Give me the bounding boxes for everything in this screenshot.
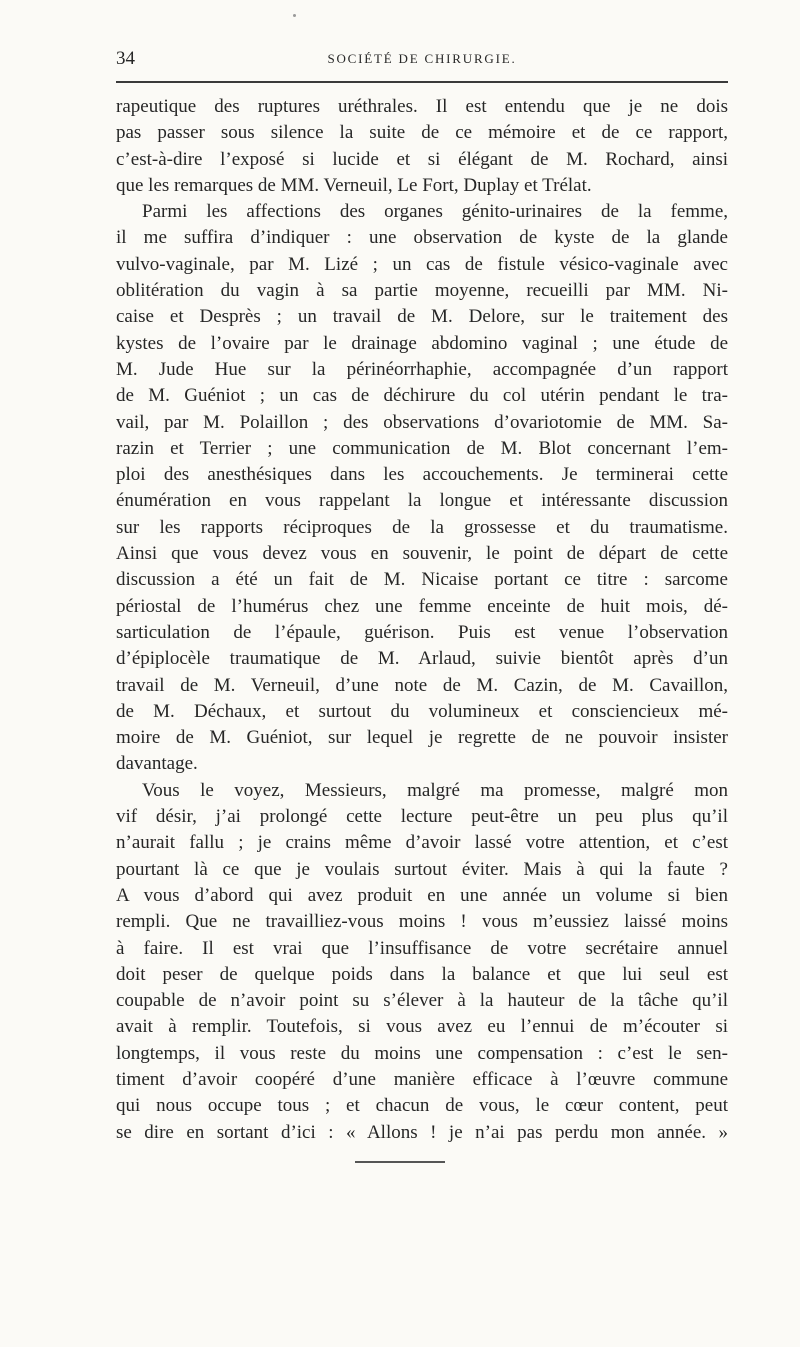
- text-line: doit peser de quelque poids dans la balance et que lui seul est: [116, 963, 728, 985]
- text-line: c’est-à-dire l’exposé si lucide et si élégant de M. Rochard, ainsi: [116, 148, 728, 170]
- text-line: A vous d’abord qui avez produit en une année un volume si bien: [116, 884, 728, 906]
- text-line: de M. Déchaux, et surtout du volumineux et consciencieux mé-: [116, 700, 728, 722]
- text-line: kystes de l’ovaire par le drainage abdomino vaginal ; une étude de: [116, 332, 728, 354]
- text-line: Ainsi que vous devez vous en souvenir, le point de départ de cette: [116, 543, 728, 565]
- running-head: SOCIÉTÉ DE CHIRURGIE.: [327, 51, 517, 66]
- text-line: moire de M. Guéniot, sur lequel je regrette de ne pouvoir insister: [116, 727, 728, 749]
- text-line: oblitération du vagin à sa partie moyenne, recueilli par MM. Ni-: [116, 280, 728, 302]
- text-line: sur les rapports réciproques de la grossesse et du traumatisme.: [116, 516, 728, 538]
- text-line: travail de M. Verneuil, d’une note de M. Cazin, de M. Cavaillon,: [116, 674, 728, 696]
- text-line: pas passer sous silence la suite de ce mémoire et de ce rapport,: [116, 122, 728, 144]
- text-line: vail, par M. Polaillon ; des observations d’ovariotomie de MM. Sa-: [116, 411, 728, 433]
- text-line: M. Jude Hue sur la périnéorrhaphie, accompagnée d’un rapport: [116, 358, 728, 380]
- text-line: longtemps, il vous reste du moins une compensation : c’est le sen-: [116, 1042, 728, 1064]
- text-line: rapeutique des ruptures uréthrales. Il est entendu que je ne dois: [116, 96, 728, 117]
- text-line: vif désir, j’ai prolongé cette lecture peut-être un peu plus qu’il: [116, 806, 728, 828]
- text-line: avait à remplir. Toutefois, si vous avez eu l’ennui de m’écouter si: [116, 1016, 728, 1038]
- text-line: rempli. Que ne travailliez-vous moins ! vous m’eussiez laissé moins: [116, 911, 728, 933]
- text-line: se dire en sortant d’ici : « Allons ! je n’ai pas perdu mon année. »: [116, 1121, 728, 1143]
- text-line: Vous le voyez, Messieurs, malgré ma promesse, malgré mon: [142, 779, 728, 801]
- text-line: il me suffira d’indiquer : une observation de kyste de la glande: [116, 227, 728, 249]
- header-rule: [116, 81, 728, 83]
- text-line: coupable de n’avoir point su s’élever à la hauteur de la tâche qu’il: [116, 990, 728, 1012]
- text-line: razin et Terrier ; une communication de M. Blot concernant l’em-: [116, 437, 728, 459]
- text-line: périostal de l’humérus chez une femme enceinte de huit mois, dé-: [116, 595, 728, 617]
- text-line: que les remarques de MM. Verneuil, Le Fort, Duplay et Trélat.: [116, 174, 592, 196]
- text-line: caise et Desprès ; un travail de M. Delore, sur le traitement des: [116, 306, 728, 328]
- text-line: sarticulation de l’épaule, guérison. Puis est venue l’observation: [116, 621, 728, 643]
- text-line: n’aurait fallu ; je crains même d’avoir lassé votre attention, et c’est: [116, 832, 728, 854]
- text-line: énumération en vous rappelant la longue et intéressante discussion: [116, 490, 728, 512]
- text-line: ploi des anesthésiques dans les accouchements. Je terminerai cette: [116, 464, 728, 486]
- text-line: qui nous occupe tous ; et chacun de vous, le cœur content, peut: [116, 1095, 728, 1117]
- ink-speck: [293, 14, 296, 17]
- text-line: Parmi les affections des organes génito-urinaires de la femme,: [142, 201, 728, 223]
- text-line: de M. Guéniot ; un cas de déchirure du col utérin pendant le tra-: [116, 385, 728, 407]
- text-line: d’épiplocèle traumatique de M. Arlaud, suivie bientôt après d’un: [116, 648, 728, 670]
- text-line: à faire. Il est vrai que l’insuffisance de votre secrétaire annuel: [116, 937, 728, 959]
- page-number: 34: [116, 48, 135, 69]
- text-line: vulvo-vaginale, par M. Lizé ; un cas de fistule vésico-vaginale avec: [116, 253, 728, 275]
- text-line: timent d’avoir coopéré d’une manière efficace à l’œuvre commune: [116, 1068, 728, 1090]
- text-line: pourtant là ce que je voulais surtout éviter. Mais à qui la faute ?: [116, 858, 728, 880]
- text-line: davantage.: [116, 753, 198, 775]
- page-header: [116, 48, 728, 72]
- end-rule: [355, 1161, 445, 1163]
- body-text: [116, 94, 728, 1146]
- text-line: discussion a été un fait de M. Nicaise portant ce titre : sarcome: [116, 569, 728, 591]
